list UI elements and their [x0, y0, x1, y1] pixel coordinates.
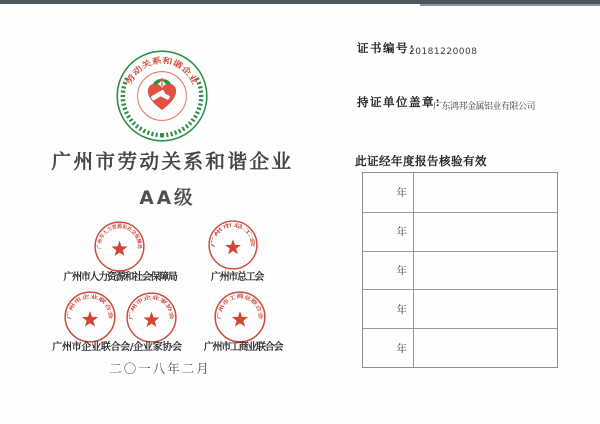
logo-arc-text: 劳动关系和谐企业: [124, 55, 199, 86]
seal-label-federation-of-trade-unions: 广州市总工会: [210, 272, 264, 283]
seal-arc-text: 广州市工商业联合会: [216, 294, 263, 320]
verify-table-blank-cell: [414, 329, 557, 367]
verify-table-row: [363, 212, 557, 251]
year-label: 年: [396, 264, 407, 277]
verify-table-year-cell: [363, 213, 414, 251]
certificate-grade: AA级: [139, 188, 196, 209]
seal-arc-text: 广州市企业家协会: [128, 294, 175, 320]
issue-date: 二〇一八年二月: [109, 361, 211, 376]
seal-label-enterprise-confederation: 广州市企业联合会/企业家协会: [52, 342, 182, 353]
certificate-title: 广州市劳动关系和谐企业: [51, 150, 294, 173]
verify-table-year-cell: [363, 252, 414, 290]
year-label: 年: [396, 303, 407, 316]
verify-table-row: [363, 328, 557, 367]
year-label: 年: [396, 186, 407, 199]
seal-enterprise-confederation: [63, 290, 117, 344]
holder-unit-name: 广东鸿邦金属铝业有限公司: [433, 102, 536, 112]
scan-edge-strip: [0, 0, 600, 4]
verify-table-row: [363, 289, 557, 328]
annual-verification-table: [362, 172, 558, 368]
seal-star-icon: [225, 239, 241, 254]
seal-arc-text: 广州市企业联合会: [66, 293, 113, 320]
seal-entrepreneurs-association: [125, 291, 178, 344]
annual-verification-note: 此证经年度报告核验有效: [355, 154, 487, 168]
seal-label-hr-social-security-bureau: 广州市人力资源和社会保障局: [63, 272, 177, 283]
holder-unit-seal-label: 持证单位盖章：: [357, 95, 448, 109]
verify-table-blank-cell: [414, 213, 557, 251]
year-label: 年: [396, 226, 407, 239]
certificate-number-value: 20181220008: [409, 47, 478, 57]
seal-star-icon: [143, 312, 159, 327]
seal-hr-social-security-bureau: [93, 220, 146, 273]
seal-label-industry-commerce-federation: 广州市工商业联合会: [203, 342, 283, 353]
verify-table-row: [363, 173, 557, 212]
verify-table-row: [363, 251, 557, 290]
verify-table-year-cell: [363, 173, 414, 212]
harmonious-labor-relations-logo-icon: [114, 48, 210, 144]
verify-table-blank-cell: [414, 173, 557, 212]
seal-star-icon: [82, 311, 98, 327]
certificate-number-label: 证书编号：: [357, 41, 422, 55]
verify-table-year-cell: [363, 329, 414, 367]
seal-federation-of-trade-unions: [207, 219, 259, 271]
logo-blossom: [160, 78, 164, 82]
seal-star-icon: [111, 241, 127, 256]
seal-industry-commerce-federation: [213, 290, 267, 344]
seal-arc-text: 广州市人力资源和社会保障局: [96, 224, 143, 250]
year-label: 年: [396, 342, 407, 355]
verify-table-year-cell: [363, 290, 414, 328]
verify-table-blank-cell: [414, 290, 557, 328]
verify-table-blank-cell: [414, 252, 557, 290]
seal-arc-text: 广州市总工会: [210, 222, 255, 248]
seal-star-icon: [232, 311, 248, 327]
